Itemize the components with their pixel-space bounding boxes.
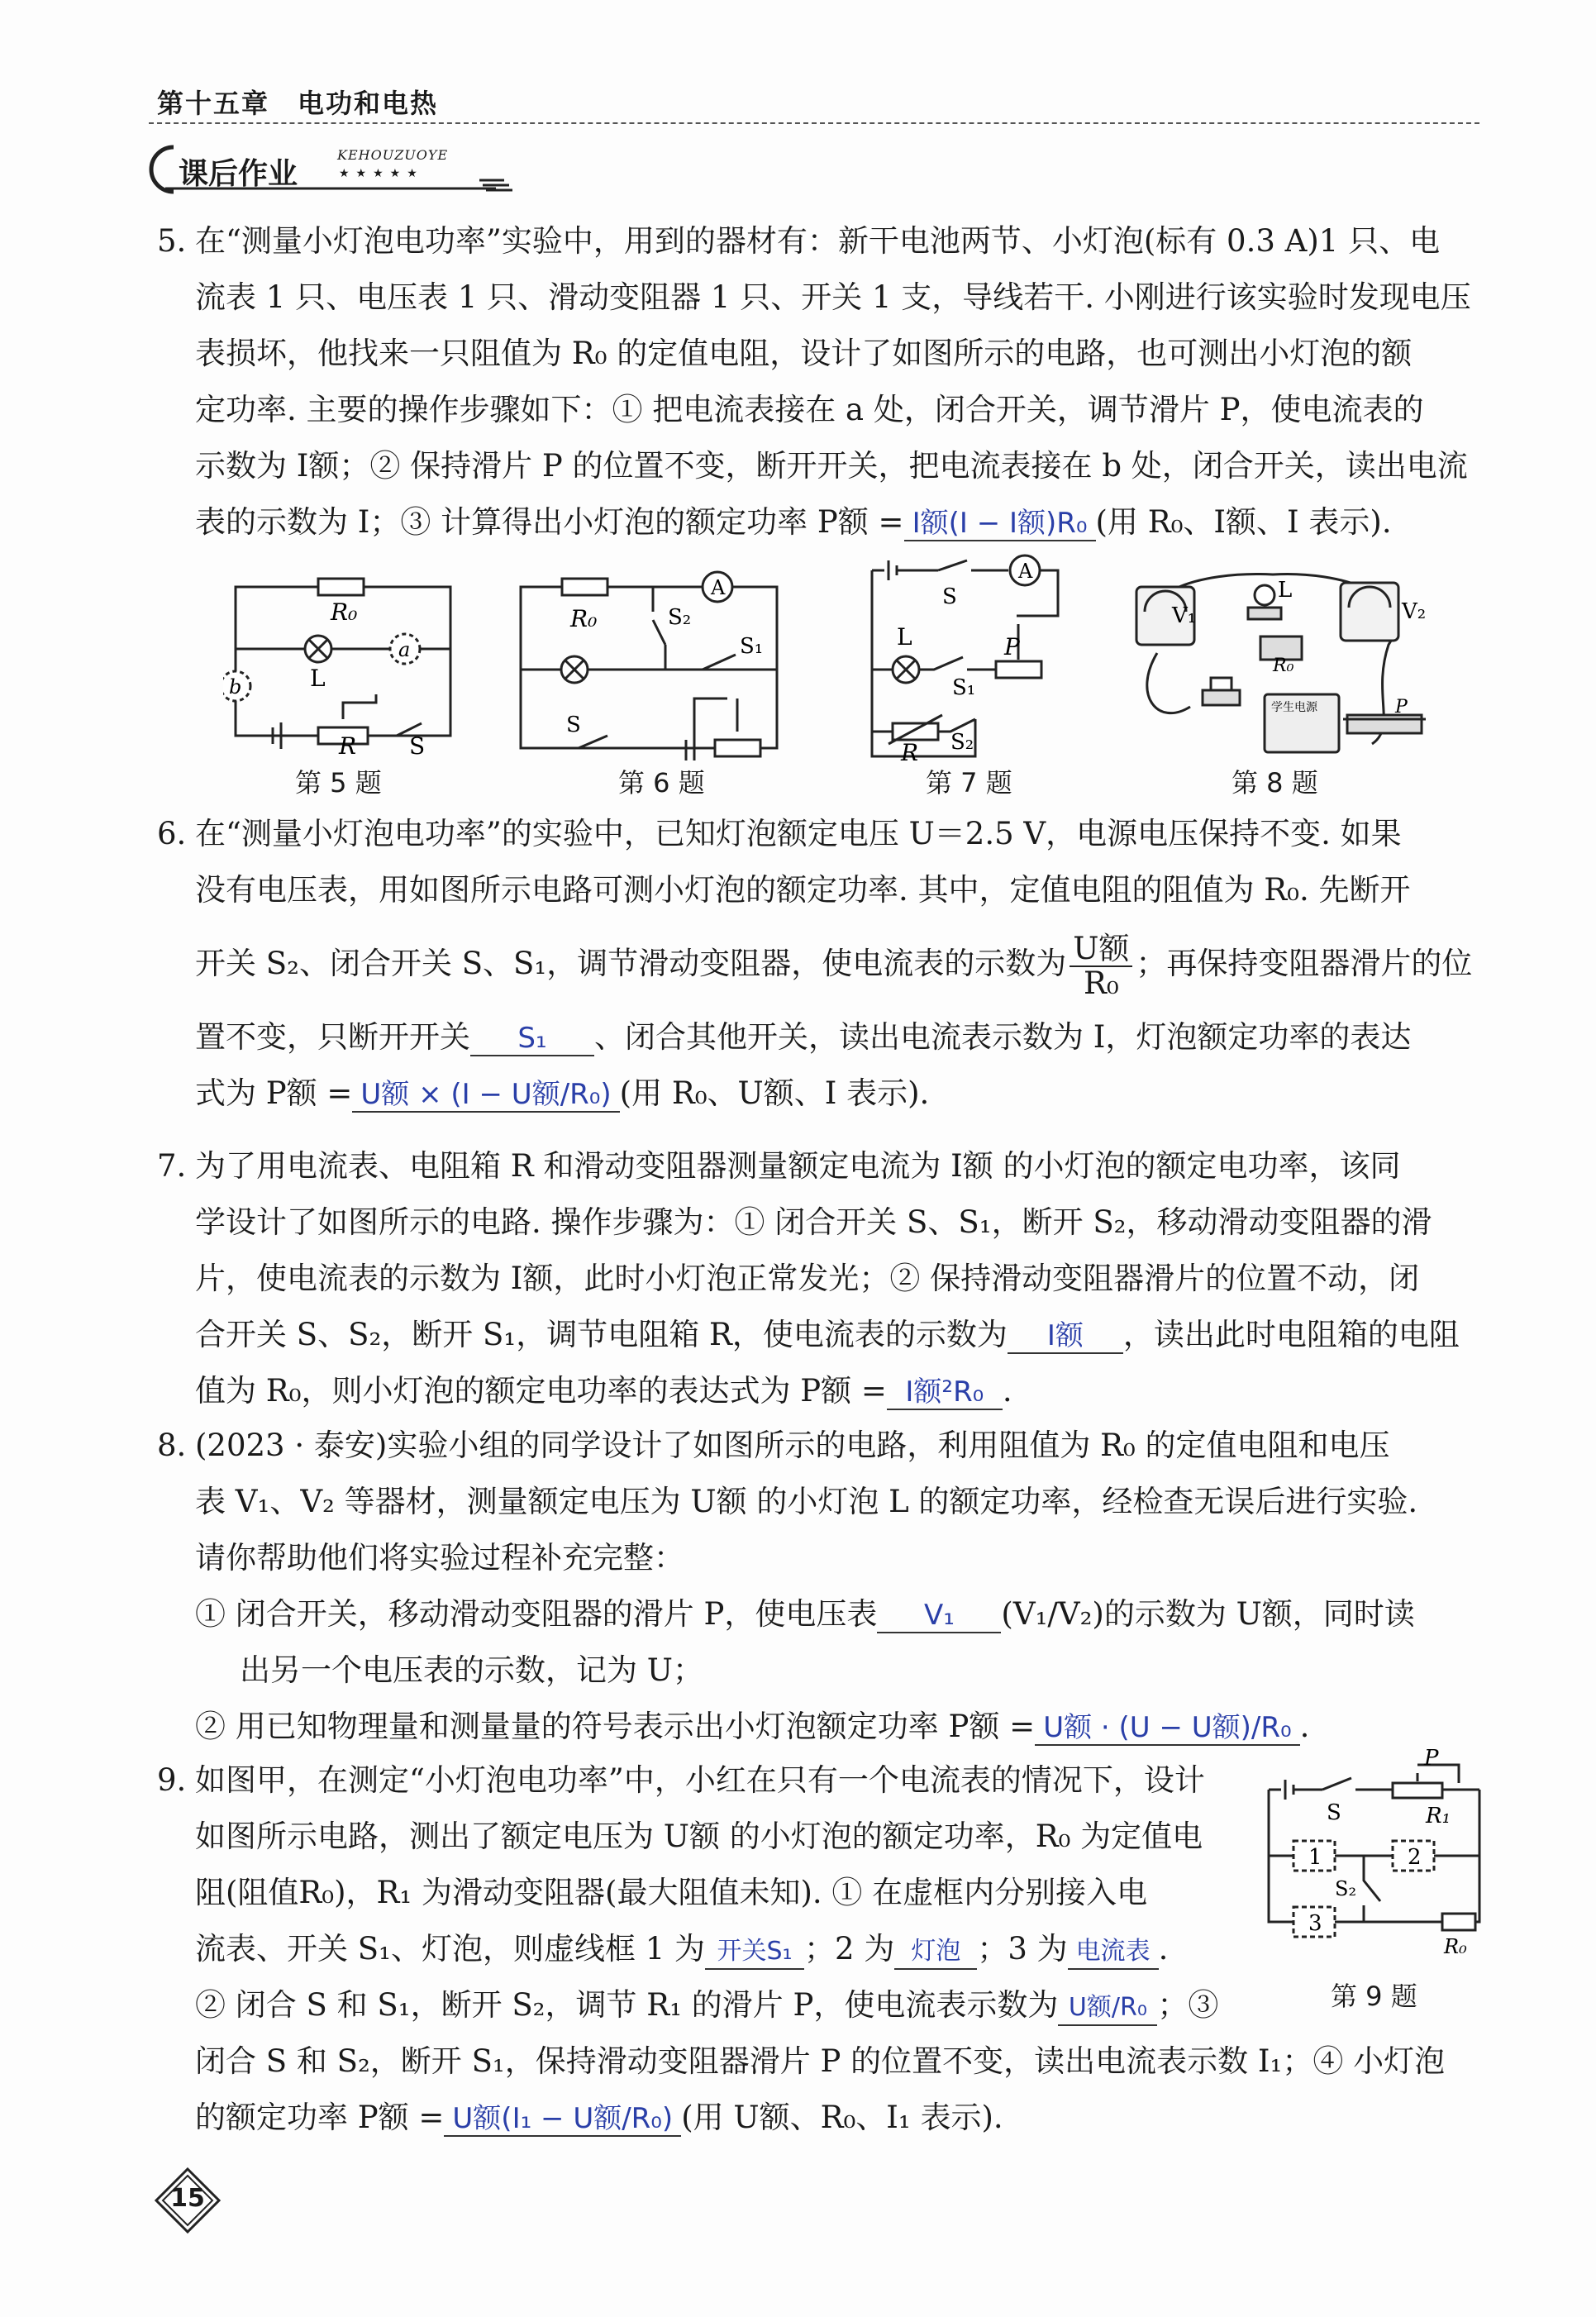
- q9-answer-box3: 电流表: [1068, 1935, 1159, 1970]
- fig8-label-v1: V₁: [1172, 603, 1197, 628]
- q9-line-4-start: 流表、开关 S₁、灯泡，则虚线框 1 为: [195, 1931, 706, 1967]
- q6-fraction-denominator: R₀: [1083, 965, 1119, 1001]
- fig9-label-s: S: [1327, 1800, 1341, 1825]
- q9-line-4-end: .: [1158, 1931, 1169, 1967]
- q6-line-3-end: ；再保持变阻器滑片的位: [1136, 946, 1473, 981]
- q7-line-2: 学设计了如图所示的电路. 操作步骤为：① 闭合开关 S、S₁，断开 S₂，移动滑动变阻器的滑: [195, 1204, 1432, 1240]
- chapter-title: 电功和电热: [298, 88, 439, 119]
- fig7-label-s: S: [942, 584, 957, 609]
- figure-9-circuit: [1260, 1748, 1492, 1963]
- q6-line-5-start: 式为 P额 =: [195, 1075, 353, 1111]
- fig8-label-l: L: [1278, 578, 1293, 603]
- q9-line-2: 如图所示电路，测出了额定电压为 U额 的小灯泡的额定功率，R₀ 为定值电: [195, 1819, 1203, 1854]
- q5-line-3: 表损坏，他找来一只阻值为 R₀ 的定值电阻，设计了如图所示的电路，也可测出小灯泡的额: [195, 336, 1413, 371]
- q8-line-6-start: ② 用已知物理量和测量量的符号表示出小灯泡额定功率 P额 =: [195, 1709, 1036, 1744]
- q7-answer-current: I额: [1008, 1319, 1123, 1354]
- question-5: [157, 213, 1479, 551]
- q9-line-5-end: ；③: [1157, 1987, 1219, 2023]
- figure-8-apparatus: [1124, 562, 1430, 760]
- q8-line-2: 表 V₁、V₂ 等器材，测量额定电压为 U额 的小灯泡 L 的额定功率，经检查无误后进行实验.: [195, 1484, 1418, 1519]
- q8-line-4: [195, 1586, 1479, 1642]
- fig6-label-a: A: [711, 576, 726, 599]
- fig9-box-3: 3: [1308, 1911, 1322, 1936]
- figure-5-caption: 第 5 题: [295, 767, 382, 799]
- fig6-label-s2: S₂: [668, 605, 692, 630]
- q9-line-5: [195, 1977, 1240, 2033]
- fig5-label-r: R: [339, 732, 357, 760]
- q9-line-3: 阻(阻值R₀)，R₁ 为滑动变阻器(最大阻值未知). ① 在虚框内分别接入电: [195, 1875, 1148, 1910]
- q9-line-4-mid1: ；2 为: [804, 1931, 895, 1967]
- q7-line-4: [195, 1307, 1479, 1363]
- q8-line-3: 请你帮助他们将实验过程补充完整：: [195, 1540, 684, 1576]
- q6-line-5: [195, 1066, 1479, 1122]
- figure-7-circuit: [860, 554, 1074, 765]
- q7-line-5-start: 值为 R₀，则小灯泡的额定电功率的表达式为 P额 =: [195, 1373, 887, 1409]
- q9-line-7-end: (用 U额、R₀、I₁ 表示).: [681, 2100, 1003, 2135]
- banner-pinyin: KEHOUZUOYE: [337, 147, 449, 163]
- q5-line-5: 示数为 I额；② 保持滑片 P 的位置不变，断开开关，把电流表接在 b 处，闭合开关，读出电流: [195, 448, 1468, 484]
- q6-line-3: [195, 918, 1479, 1009]
- q9-line-7-start: 的额定功率 P额 =: [195, 2100, 445, 2135]
- fig7-label-s2: S₂: [950, 730, 974, 755]
- banner-title: 课后作业: [179, 157, 298, 191]
- q6-line-4-start: 置不变，只断开开关: [195, 1019, 470, 1055]
- q6-fraction: [1070, 932, 1132, 1000]
- question-9: [157, 1752, 1240, 2033]
- q5-line-6-end: (用 R₀、I额、I 表示).: [1095, 504, 1392, 540]
- question-7: [157, 1138, 1479, 1419]
- homework-banner: [149, 141, 529, 198]
- q6-line-2: 没有电压表，用如图所示电路可测小灯泡的额定功率. 其中，定值电阻的阻值为 R₀. 先断开: [195, 872, 1411, 908]
- q8-line-4-end: (V₁/V₂)的示数为 U额，同时读: [1001, 1596, 1415, 1632]
- q7-line-4-start: 合开关 S、S₂，断开 S₁，调节电阻箱 R，使电流表的示数为: [195, 1317, 1008, 1352]
- fig5-label-a: a: [398, 638, 411, 661]
- q8-line-6: [195, 1699, 1479, 1755]
- page-number: [153, 2166, 222, 2235]
- fig5-label-l: L: [310, 665, 326, 692]
- q8-answer-power: U额 · (U − U额)/R₀: [1035, 1711, 1299, 1746]
- fig9-label-r1: R₁: [1426, 1804, 1451, 1828]
- q6-fraction-numerator: U额: [1070, 932, 1132, 967]
- q9-answer-box1: 开关S₁: [705, 1935, 804, 1970]
- figure-8-caption: 第 8 题: [1232, 767, 1318, 799]
- q6-line-3-start: 开关 S₂、闭合开关 S、S₁，调节滑动变阻器，使电流表的示数为: [195, 946, 1067, 981]
- q7-line-5-end: .: [1002, 1373, 1012, 1409]
- fig6-label-s: S: [566, 713, 581, 737]
- fig8-label-v2: V₂: [1402, 599, 1427, 624]
- q9-answer-power: U额(I₁ − U额/R₀): [444, 2102, 681, 2137]
- fig5-label-r0: R₀: [331, 598, 358, 626]
- q6-answer-switch: S₁: [470, 1022, 594, 1056]
- fig6-label-s1: S₁: [740, 634, 764, 659]
- q9-line-4: [195, 1921, 1240, 1977]
- fig7-label-s1: S₁: [952, 675, 976, 700]
- q6-answer-power: U额 × (I − U额/R₀): [352, 1078, 619, 1113]
- fig8-label-r0: R₀: [1273, 656, 1294, 676]
- fig7-label-r: R: [901, 739, 919, 765]
- q8-line-6-end: .: [1299, 1709, 1310, 1744]
- figure-9-caption: 第 9 题: [1331, 1981, 1417, 2012]
- figure-7-caption: 第 7 题: [926, 767, 1012, 799]
- figure-5-circuit: [223, 570, 463, 760]
- q9-line-7: [195, 2090, 1479, 2146]
- q5-line-4: 定功率. 主要的操作步骤如下：① 把电流表接在 a 处，闭合开关，调节滑片 P，使电流表的: [195, 392, 1424, 427]
- question-number: 6.: [157, 816, 187, 851]
- q9-answer-current: U额/R₀: [1058, 1991, 1157, 2026]
- q5-line-6-start: 表的示数为 I；③ 计算得出小灯泡的额定功率 P额 =: [195, 504, 904, 540]
- q9-line-6: 闭合 S 和 S₂，断开 S₁，保持滑动变阻器滑片 P 的位置不变，读出电流表示数 I₁；④ 小灯泡: [195, 2043, 1446, 2079]
- q7-line-4-end: ，读出此时电阻箱的电阻: [1122, 1317, 1460, 1352]
- question-number: 9.: [157, 1762, 187, 1798]
- q5-line-2: 流表 1 只、电压表 1 只、滑动变阻器 1 只、开关 1 支，导线若干. 小刚进行该实验时发现电压: [195, 279, 1471, 315]
- fig5-label-s: S: [409, 732, 426, 760]
- q6-line-5-end: (用 R₀、U额、I 表示).: [619, 1075, 930, 1111]
- q8-line-4-start: ① 闭合开关，移动滑动变阻器的滑片 P，使电压表: [195, 1596, 878, 1632]
- q7-line-3: 片，使电流表的示数为 I额，此时小灯泡正常发光；② 保持滑动变阻器滑片的位置不动，闭: [195, 1261, 1420, 1296]
- fig6-label-r0: R₀: [570, 605, 598, 632]
- header-divider: [149, 122, 1479, 124]
- q6-line-1: 在“测量小灯泡电功率”的实验中，已知灯泡额定电压 U＝2.5 V，电源电压保持不变. 如果: [195, 816, 1402, 851]
- q6-line-4: [195, 1009, 1479, 1066]
- fig9-label-p: P: [1424, 1748, 1439, 1771]
- question-8: [157, 1418, 1479, 1755]
- fig9-label-r0: R₀: [1444, 1935, 1467, 1958]
- question-number: 8.: [157, 1428, 187, 1463]
- q5-line-1: 在“测量小灯泡电功率”实验中，用到的器材有：新干电池两节、小灯泡(标有 0.3 A)1 只、电: [195, 223, 1441, 259]
- figure-6-caption: 第 6 题: [618, 767, 705, 799]
- banner-stars: ★★★★★: [339, 167, 424, 180]
- q9-line-1: 如图甲，在测定“小灯泡电功率”中，小红在只有一个电流表的情况下，设计: [195, 1762, 1205, 1798]
- q8-answer-voltmeter: V₁: [877, 1599, 1001, 1633]
- chapter-header: [157, 83, 466, 121]
- question-number: 7.: [157, 1148, 187, 1184]
- q5-line-6: [195, 494, 1479, 551]
- q9-line-5-start: ② 闭合 S 和 S₁，断开 S₂，调节 R₁ 的滑片 P，使电流表示数为: [195, 1987, 1059, 2023]
- q8-line-1: (2023 · 泰安)实验小组的同学设计了如图所示的电路，利用阻值为 R₀ 的定值电阻和电压: [195, 1428, 1390, 1463]
- question-number: 5.: [157, 223, 187, 259]
- q7-line-1: 为了用电流表、电阻箱 R 和滑动变阻器测量额定电流为 I额 的小灯泡的额定电功率，该同: [195, 1148, 1401, 1184]
- fig9-label-s2: S₂: [1335, 1877, 1357, 1900]
- q8-line-5: 出另一个电压表的示数，记为 U；: [240, 1652, 703, 1688]
- fig9-box-2: 2: [1408, 1845, 1422, 1870]
- page-number-text: 15: [170, 2184, 205, 2213]
- q9-line-4-mid2: ；3 为: [977, 1931, 1068, 1967]
- question-9-continued: [157, 2033, 1479, 2146]
- chapter-number: 第十五章: [157, 88, 270, 119]
- fig5-label-b: b: [229, 675, 242, 698]
- q5-answer: I额(I − I额)R₀: [904, 507, 1096, 541]
- q6-line-4-end: 、闭合其他开关，读出电流表示数为 I，灯泡额定功率的表达: [594, 1019, 1412, 1055]
- fig8-label-p: P: [1395, 697, 1408, 718]
- q7-answer-power: I额²R₀: [887, 1375, 1003, 1410]
- q9-answer-box2: 灯泡: [894, 1935, 977, 1970]
- fig7-label-l: L: [897, 623, 912, 651]
- question-6: [157, 806, 1479, 1122]
- fig7-label-a: A: [1018, 560, 1033, 583]
- fig7-label-p: P: [1004, 633, 1020, 660]
- fig8-label-supply: 学生电源: [1271, 701, 1317, 714]
- figure-6-circuit: [512, 562, 802, 760]
- fig9-box-1: 1: [1308, 1845, 1322, 1870]
- q7-line-5: [195, 1363, 1479, 1419]
